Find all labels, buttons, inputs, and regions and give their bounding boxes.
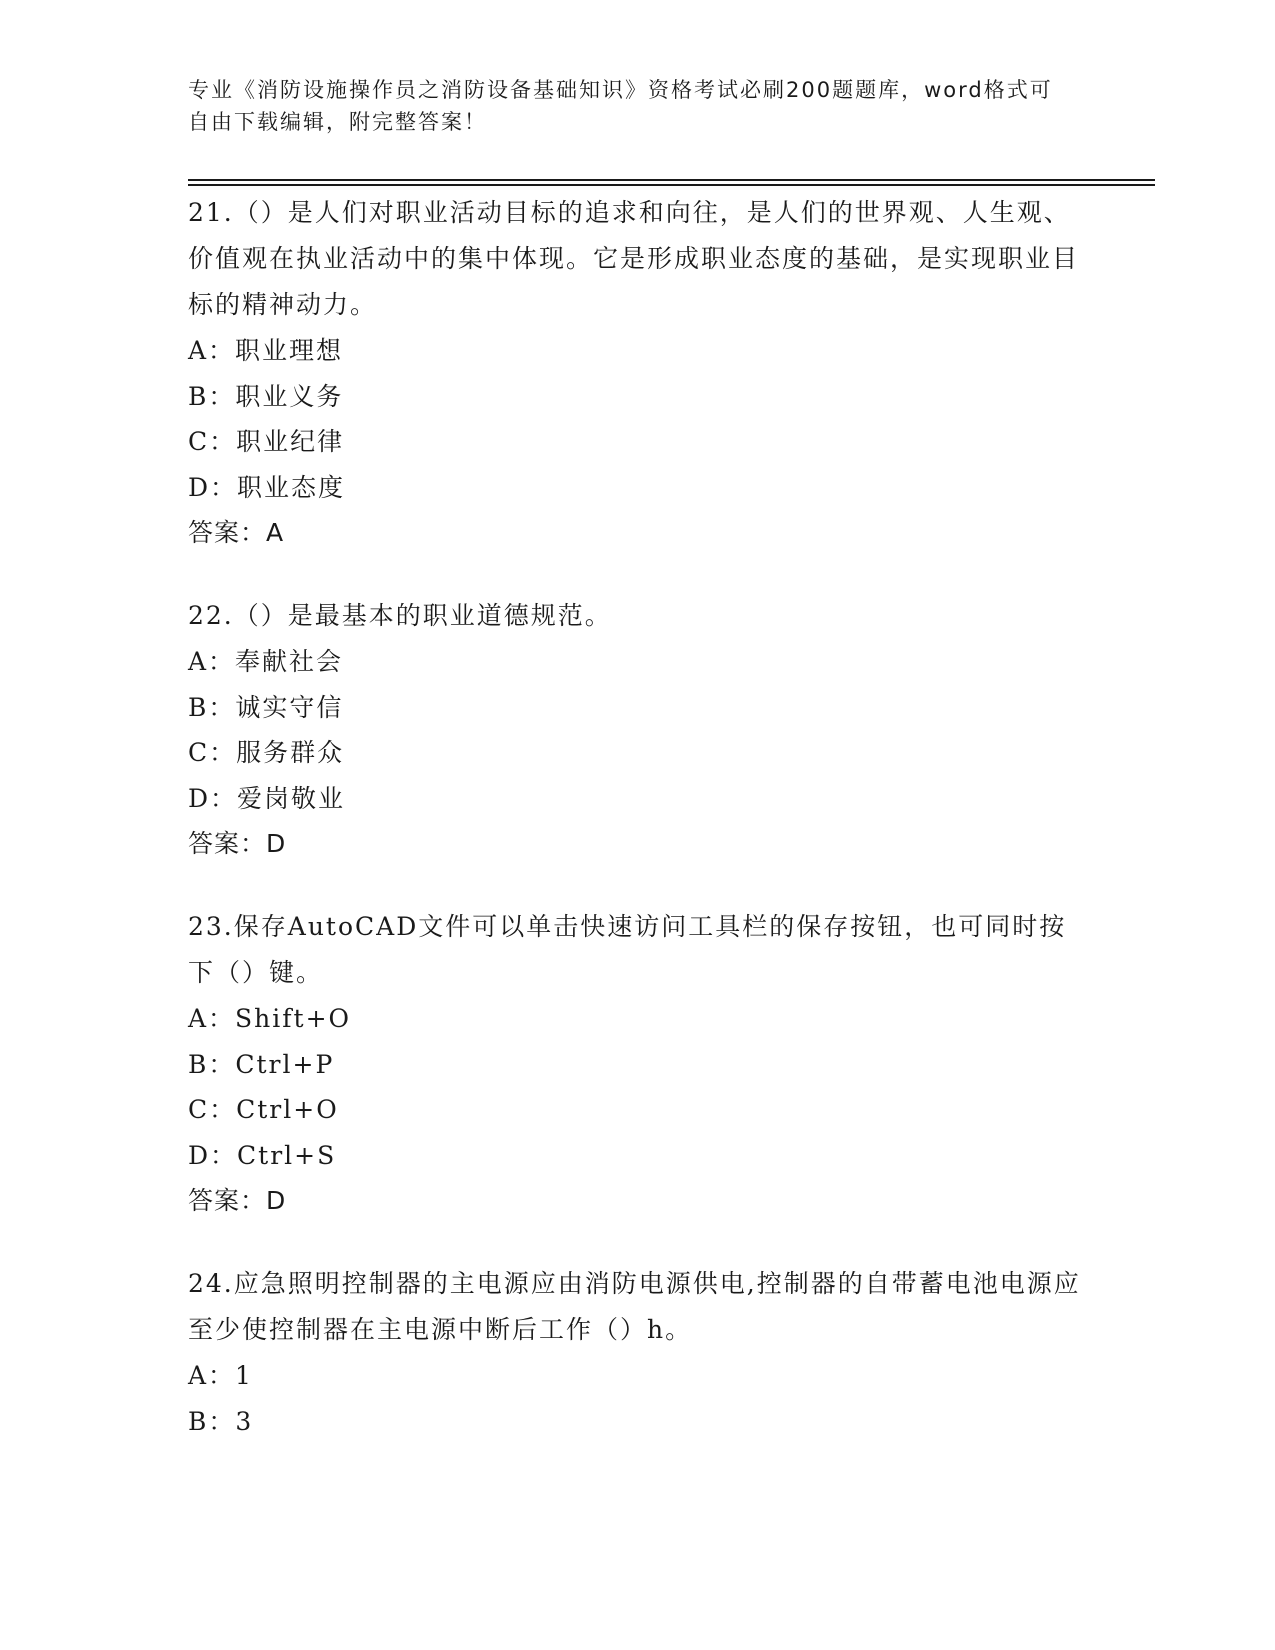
answer-label: 答案：D — [188, 829, 287, 858]
option-b: B：3 — [188, 1406, 254, 1436]
option-a: A：Shift+O — [188, 1004, 352, 1033]
option-c: C：Ctrl+O — [188, 1095, 339, 1124]
question-24 — [188, 1261, 1083, 1444]
question-text: 22.（）是最基本的职业道德规范。 — [188, 601, 612, 630]
option-b: B：Ctrl+P — [188, 1049, 335, 1079]
question-text: 24.应急照明控制器的主电源应由消防电源供电,控制器的自带蓄电池电源应至少使控制器在主电源中断后工作（）h。 — [188, 1269, 1081, 1344]
question-21 — [188, 190, 1083, 556]
question-list — [188, 190, 1083, 1481]
option-d: D：职业态度 — [188, 472, 346, 502]
option-b: B：诚实守信 — [188, 692, 344, 722]
document-header: 专业《消防设施操作员之消防设备基础知识》资格考试必刷200题题库，word格式可自由下载编辑，附完整答案！ — [188, 78, 1053, 134]
question-text: 23.保存AutoCAD文件可以单击快速访问工具栏的保存按钮，也可同时按下（）键。 — [188, 912, 1067, 987]
option-d: D：Ctrl+S — [188, 1140, 337, 1170]
option-a: A：奉献社会 — [188, 647, 344, 676]
option-c: C：职业纪律 — [188, 427, 345, 456]
header-divider-top — [188, 179, 1155, 181]
question-text: 21.（）是人们对职业活动目标的追求和向往，是人们的世界观、人生观、价值观在执业活动中的集中体现。它是形成职业态度的基础，是实现职业目标的精神动力。 — [188, 198, 1080, 319]
question-22 — [188, 593, 1083, 867]
header-divider-bottom — [188, 184, 1155, 186]
answer-label: 答案：D — [188, 1186, 287, 1215]
answer-label: 答案：A — [188, 518, 285, 547]
option-d: D：爱岗敬业 — [188, 783, 346, 813]
question-23 — [188, 904, 1083, 1224]
option-b: B：职业义务 — [188, 381, 344, 411]
option-a: A：职业理想 — [188, 336, 344, 365]
option-c: C：服务群众 — [188, 738, 345, 767]
option-a: A：1 — [188, 1361, 253, 1390]
